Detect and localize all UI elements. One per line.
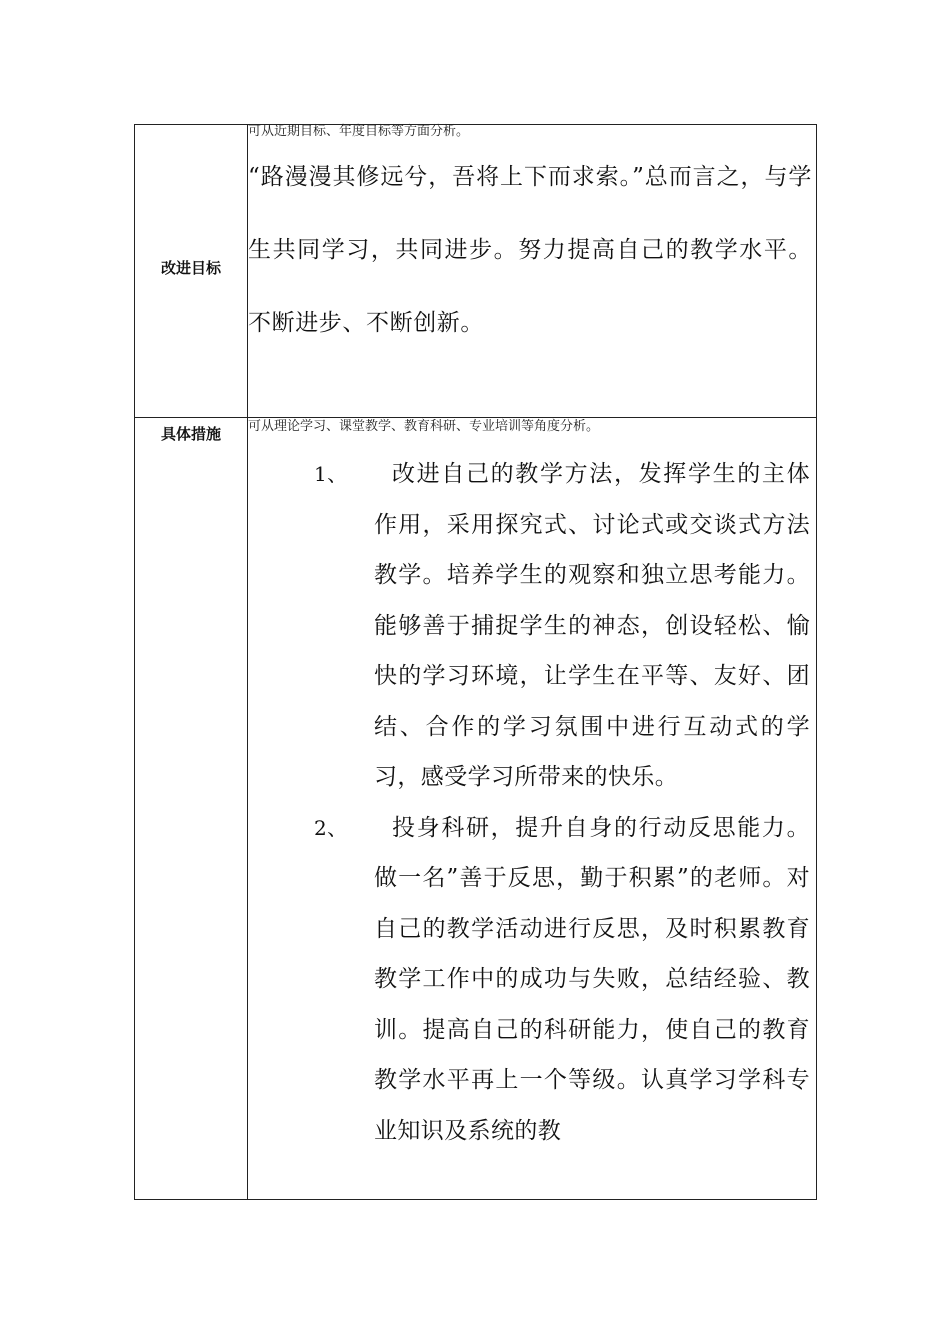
- measure-text: 改进自己的教学方法，发挥学生的主体作用，采用探究式、讨论式或交谈式方法教学。培养学生的观察和独立思考能力。能够善于捕捉学生的神态，创设轻松、愉快的学习环境，让学生在平等、友好、团结、合作的学习氛围中进行互动式的学习，感受学习所带来的快乐。: [374, 461, 810, 790]
- goal-label-cell: [135, 125, 248, 418]
- measure-number: 2、: [314, 815, 348, 840]
- measure-number: 1、: [314, 462, 348, 486]
- measures-row: [135, 418, 817, 1200]
- measure-item: [314, 449, 810, 803]
- measure-text: 投身科研，提升自身的行动反思能力。做一名”善于反思，勤于积累”的老师。对自己的教学活动进行反思，及时积累教育教学工作中的成功与失败，总结经验、教训。提高自己的科研能力，使自己的教育教学水平再上一个等级。认真学习学科专业知识及系统的教: [374, 814, 810, 1144]
- measures-label-cell: [135, 418, 248, 1200]
- measures-hint: 可从理论学习、课堂教学、教育科研、专业培训等角度分析。: [248, 419, 600, 434]
- measures-content-cell: [248, 418, 817, 1200]
- goal-row: [135, 125, 817, 418]
- goal-body-text: “路漫漫其修远兮，吾将上下而求索。”总而言之，与学生共同学习，共同进步。努力提高自己的教学水平。不断进步、不断创新。: [248, 164, 812, 336]
- goal-label: 改进目标: [160, 259, 221, 277]
- goal-hint: 可从近期目标、年度目标等方面分析。: [248, 124, 470, 139]
- measure-item: [314, 803, 810, 1157]
- measures-label: 具体措施: [160, 425, 221, 443]
- goal-content-cell: [248, 125, 817, 418]
- plan-table: [134, 124, 817, 1200]
